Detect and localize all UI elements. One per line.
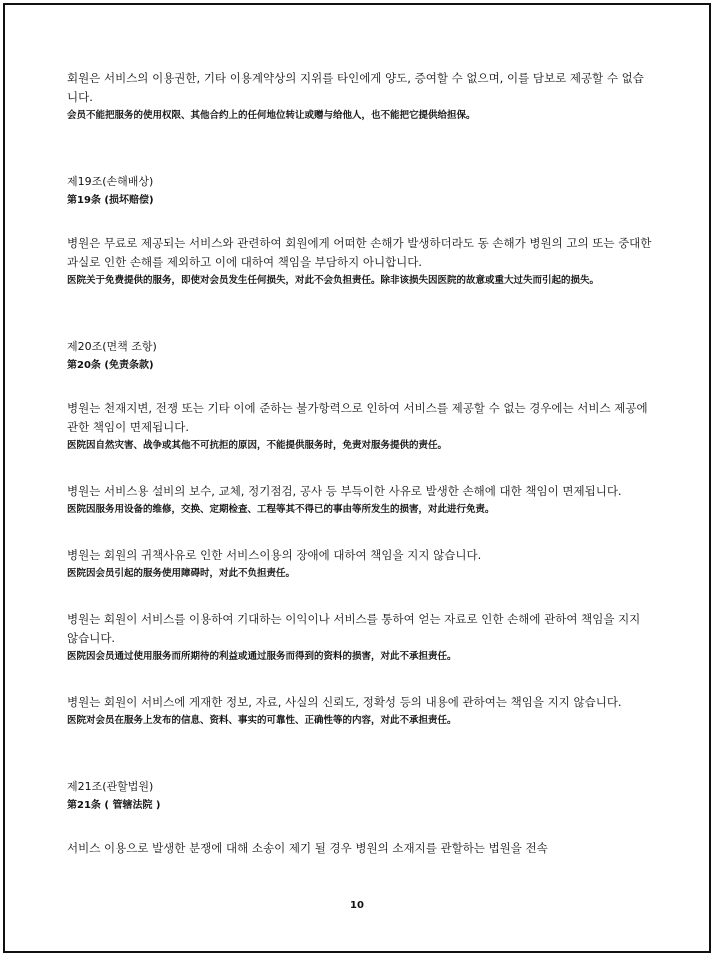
article-19-title-zh: 第19条 (损坏赔偿) — [67, 195, 154, 206]
paragraph-zh: 会员不能把服务的使用权限、其他合约上的任何地位转让或赠与给他人，也不能把它提供给担保。 — [67, 110, 476, 121]
article-21 — [67, 777, 652, 858]
article-20 — [67, 337, 652, 729]
paragraph-ko: 병원은 무료로 제공되는 서비스와 관련하여 회원에게 어떠한 손해가 발생하더라도 동 손해가 병원의 고의 또는 중대한 과실로 인한 손해를 제외하고 이에 대하여 책임을 부담하지 아니합니다. — [67, 236, 652, 269]
paragraph-ko: 병원는 회원이 서비스를 이용하여 기대하는 이익이나 서비스를 통하여 얻는 자료로 인한 손해에 관하여 책임을 지지 않습니다. — [67, 612, 641, 645]
paragraph-ko: 서비스 이용으로 발생한 분쟁에 대해 소송이 제기 될 경우 병원의 소재지를 관할하는 법원을 전속 — [67, 841, 548, 855]
paragraph-zh: 医院关于免费提供的服务，即使对会员发生任何损失，对此不会负担责任。除非该损失因医院的故意或重大过失而引起的损失。 — [67, 275, 600, 286]
document-page — [3, 3, 711, 953]
paragraph-zh: 医院因自然灾害、战争或其他不可抗拒的原因，不能提供服务时，免责对服务提供的责任。 — [67, 440, 448, 451]
article-20-title-zh: 第20条 (免责条款) — [67, 360, 154, 371]
paragraph-zh: 医院因会员引起的服务使用障碍时，对此不负担责任。 — [67, 568, 296, 579]
paragraph-zh: 医院因服务用设备的维修，交换、定期检查、工程等其不得已的事由等所发生的损害，对此进行免责。 — [67, 504, 495, 515]
article-21-title-ko: 제21조(관할법원) — [67, 780, 154, 793]
paragraph-zh: 医院因会员通过使用服务而所期待的利益或通过服务而得到的资料的损害，对此不承担责任。 — [67, 651, 457, 662]
page-number: 10 — [350, 900, 364, 911]
article-19 — [67, 172, 652, 289]
paragraph-ko: 회원은 서비스의 이용권한, 기타 이용계약상의 지위를 타인에게 양도, 증여할 수 없으며, 이를 담보로 제공할 수 없습니다. — [67, 71, 644, 104]
paragraph-ko: 병원는 천재지변, 전쟁 또는 기타 이에 준하는 불가항력으로 인하여 서비스를 제공할 수 없는 경우에는 서비스 제공에 관한 책임이 면제됩니다. — [67, 401, 648, 434]
paragraph-ko: 병원는 회원이 서비스에 게재한 정보, 자료, 사실의 신뢰도, 정확성 등의 내용에 관하여는 책임을 지지 않습니다. — [67, 695, 622, 709]
article-21-title-zh: 第21条 ( 管辖法院 ) — [67, 800, 161, 811]
paragraph-zh: 医院对会员在服务上发布的信息、资料、事实的可靠性、正确性等的内容，对此不承担责任。 — [67, 715, 457, 726]
paragraph-transfer — [67, 69, 652, 124]
article-20-title-ko: 제20조(면책 조항) — [67, 340, 157, 353]
page-content — [67, 69, 652, 858]
article-19-title-ko: 제19조(손해배상) — [67, 175, 154, 188]
paragraph-ko: 병원는 서비스용 설비의 보수, 교체, 정기점검, 공사 등 부득이한 사유로 발생한 손해에 대한 책임이 면제됩니다. — [67, 484, 622, 498]
paragraph-ko: 병원는 회원의 귀책사유로 인한 서비스이용의 장애에 대하여 책임을 지지 않습니다. — [67, 548, 482, 562]
